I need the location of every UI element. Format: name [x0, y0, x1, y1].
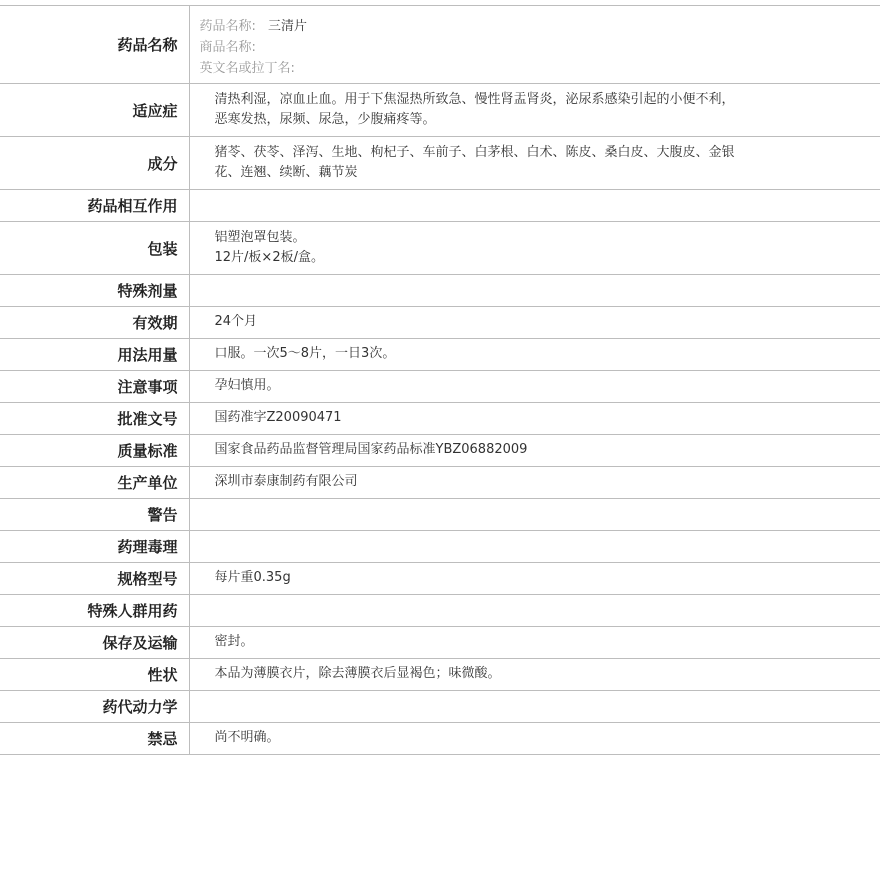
- value-contraindications: 尚不明确。: [189, 723, 880, 755]
- label-precautions: 注意事项: [0, 371, 189, 403]
- row-usage: [0, 339, 880, 371]
- packaging-line-2: 12片/板×2板/盒。: [214, 250, 324, 265]
- row-validity: [0, 307, 880, 339]
- value-interactions: [189, 190, 880, 222]
- drug-name-line: [200, 16, 880, 37]
- row-pharmacokinetics: [0, 691, 880, 723]
- row-manufacturer: [0, 467, 880, 499]
- label-warning: 警告: [0, 499, 189, 531]
- row-ingredients: [0, 137, 880, 190]
- row-name: [0, 6, 880, 84]
- row-contraindications: [0, 723, 880, 755]
- label-special-groups: 特殊人群用药: [0, 595, 189, 627]
- label-pharmacology: 药理毒理: [0, 531, 189, 563]
- value-approval: 国药准字Z20090471: [189, 403, 880, 435]
- row-special-groups: [0, 595, 880, 627]
- drug-info-table: [0, 5, 880, 755]
- indications-line-2: 恶寒发热，尿频、尿急，少腹痛疼等。: [214, 112, 436, 127]
- value-packaging: [189, 222, 880, 275]
- packaging-line-1: 铝塑泡罩包装。: [214, 230, 306, 245]
- label-manufacturer: 生产单位: [0, 467, 189, 499]
- value-manufacturer: 深圳市泰康制药有限公司: [189, 467, 880, 499]
- indications-line-1: 清热利湿，凉血止血。用于下焦湿热所致急、慢性肾盂肾炎，泌尿系感染引起的小便不利，: [214, 92, 735, 107]
- value-specification: 每片重0.35g: [189, 563, 880, 595]
- label-validity: 有效期: [0, 307, 189, 339]
- value-indications: [189, 84, 880, 137]
- drug-name-value: 三清片: [268, 19, 308, 34]
- label-pharmacokinetics: 药代动力学: [0, 691, 189, 723]
- value-pharmacokinetics: [189, 691, 880, 723]
- drug-name-label: 药品名称:: [199, 19, 256, 34]
- value-precautions: 孕妇慎用。: [189, 371, 880, 403]
- label-contraindications: 禁忌: [0, 723, 189, 755]
- label-specification: 规格型号: [0, 563, 189, 595]
- value-standard: 国家食品药品监督管理局国家药品标准YBZ06882009: [189, 435, 880, 467]
- value-special-groups: [189, 595, 880, 627]
- value-special-dosage: [189, 275, 880, 307]
- label-standard: 质量标准: [0, 435, 189, 467]
- value-usage: 口服。一次5～8片，一日3次。: [189, 339, 880, 371]
- label-ingredients: 成分: [0, 137, 189, 190]
- ingredients-line-1: 猪苓、茯苓、泽泻、生地、枸杞子、车前子、白茅根、白术、陈皮、桑白皮、大腹皮、金银: [214, 145, 735, 160]
- row-description: [0, 659, 880, 691]
- label-drug-name: 药品名称: [0, 6, 189, 84]
- value-ingredients: [189, 137, 880, 190]
- value-description: 本品为薄膜衣片，除去薄膜衣后显褐色；味微酸。: [189, 659, 880, 691]
- value-storage: 密封。: [189, 627, 880, 659]
- label-packaging: 包装: [0, 222, 189, 275]
- row-interactions: [0, 190, 880, 222]
- english-name-label: 英文名或拉丁名:: [199, 61, 295, 76]
- label-indications: 适应症: [0, 84, 189, 137]
- row-pharmacology: [0, 531, 880, 563]
- value-validity: 24个月: [189, 307, 880, 339]
- trade-name-line: [200, 37, 880, 58]
- name-cell: [189, 6, 880, 84]
- ingredients-line-2: 花、连翘、续断、藕节炭: [214, 165, 358, 180]
- label-approval: 批准文号: [0, 403, 189, 435]
- row-packaging: [0, 222, 880, 275]
- english-name-line: [200, 58, 880, 79]
- row-storage: [0, 627, 880, 659]
- value-warning: [189, 499, 880, 531]
- label-description: 性状: [0, 659, 189, 691]
- label-usage: 用法用量: [0, 339, 189, 371]
- row-indications: [0, 84, 880, 137]
- row-precautions: [0, 371, 880, 403]
- value-pharmacology: [189, 531, 880, 563]
- row-specification: [0, 563, 880, 595]
- row-approval: [0, 403, 880, 435]
- trade-name-label: 商品名称:: [199, 40, 256, 55]
- label-storage: 保存及运输: [0, 627, 189, 659]
- label-special-dosage: 特殊剂量: [0, 275, 189, 307]
- drug-info-sheet: [0, 5, 880, 755]
- row-standard: [0, 435, 880, 467]
- row-warning: [0, 499, 880, 531]
- row-special-dosage: [0, 275, 880, 307]
- label-interactions: 药品相互作用: [0, 190, 189, 222]
